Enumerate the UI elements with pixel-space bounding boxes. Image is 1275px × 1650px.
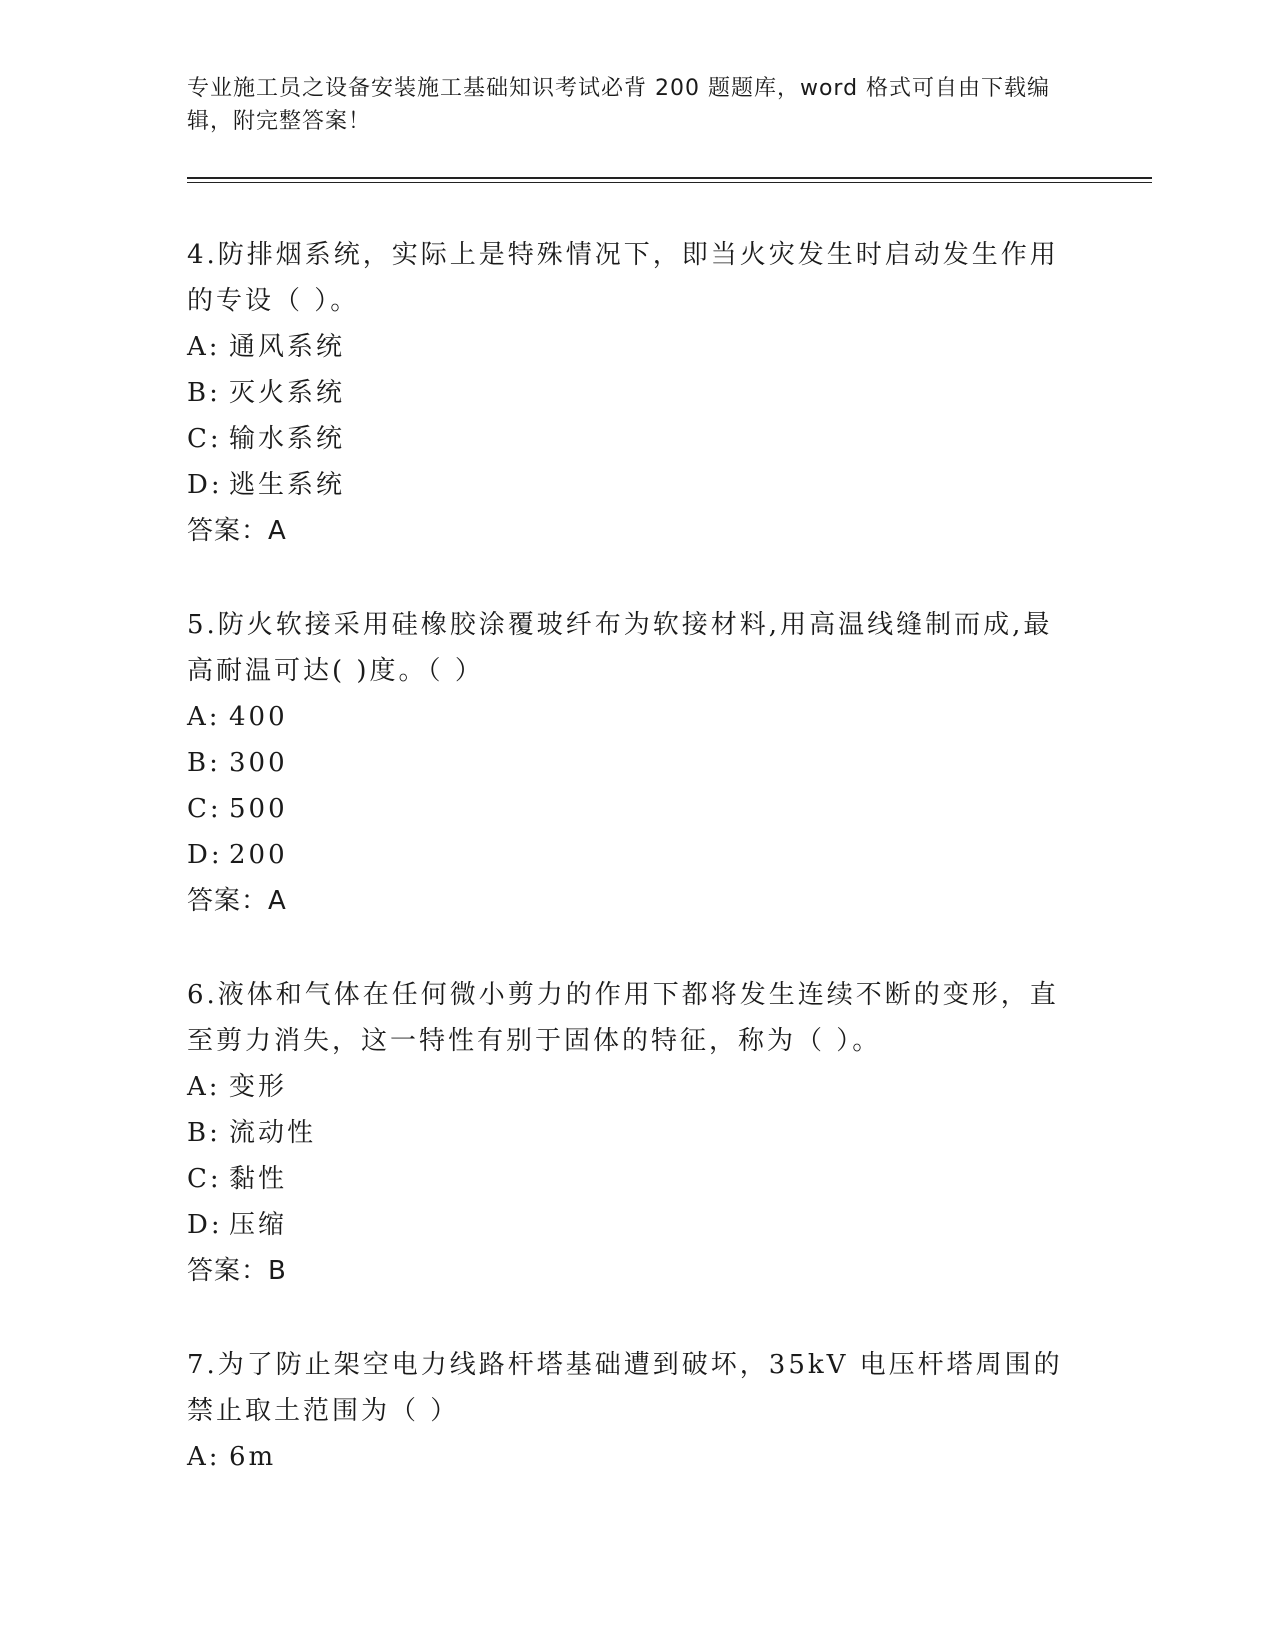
option-letter: D: xyxy=(187,470,223,500)
question-stem: 5.防火软接采用硅橡胶涂覆玻纤布为软接材料,用高温线缝制而成,最高耐温可达( )度。（ ） xyxy=(187,610,1053,686)
document-header: 专业施工员之设备安装施工基础知识考试必背 200 题题库，word 格式可自由下载编辑，附完整答案！ xyxy=(187,76,1051,134)
question-stem: 4.防排烟系统，实际上是特殊情况下，即当火灾发生时启动发生作用的专设（ ）。 xyxy=(187,240,1059,316)
option-a xyxy=(187,694,1067,740)
option-letter: A: xyxy=(187,702,221,732)
option-a xyxy=(187,1064,1067,1110)
option-letter: D: xyxy=(187,840,223,870)
option-text: 输水系统 xyxy=(229,424,346,454)
option-text: 黏性 xyxy=(229,1164,288,1194)
option-letter: D: xyxy=(187,1210,223,1240)
option-d xyxy=(187,462,1067,508)
question-stem: 6.液体和气体在任何微小剪力的作用下都将发生连续不断的变形，直至剪力消失，这一特性有别于固体的特征，称为（ ）。 xyxy=(187,980,1059,1056)
question-list xyxy=(187,232,1067,1528)
question-4 xyxy=(187,232,1067,554)
option-text: 300 xyxy=(229,748,288,778)
answer-line: 答案：A xyxy=(187,516,287,546)
option-letter: A: xyxy=(187,1072,221,1102)
question-7 xyxy=(187,1342,1067,1480)
option-a xyxy=(187,324,1067,370)
option-b xyxy=(187,740,1067,786)
option-c xyxy=(187,416,1067,462)
option-text: 灭火系统 xyxy=(229,378,346,408)
option-c xyxy=(187,786,1067,832)
option-letter: C: xyxy=(187,794,222,824)
option-text: 200 xyxy=(229,840,288,870)
option-d xyxy=(187,1202,1067,1248)
option-c xyxy=(187,1156,1067,1202)
option-text: 压缩 xyxy=(229,1210,288,1240)
option-letter: B: xyxy=(187,748,221,778)
header-divider-thick xyxy=(187,177,1152,179)
option-d xyxy=(187,832,1067,878)
option-text: 6m xyxy=(229,1442,277,1472)
option-text: 通风系统 xyxy=(229,332,346,362)
answer-line: 答案：B xyxy=(187,1256,287,1286)
question-6 xyxy=(187,972,1067,1294)
option-letter: C: xyxy=(187,424,222,454)
option-text: 变形 xyxy=(229,1072,288,1102)
option-letter: A: xyxy=(187,1442,221,1472)
option-b xyxy=(187,1110,1067,1156)
question-stem: 7.为了防止架空电力线路杆塔基础遭到破坏，35kV 电压杆塔周围的禁止取土范围为（ ） xyxy=(187,1350,1063,1426)
option-text: 400 xyxy=(229,702,288,732)
option-text: 流动性 xyxy=(229,1118,317,1148)
option-letter: B: xyxy=(187,1118,221,1148)
option-text: 500 xyxy=(229,794,288,824)
answer-line: 答案：A xyxy=(187,886,287,916)
header-divider-thin xyxy=(187,182,1152,183)
option-a xyxy=(187,1434,1067,1480)
option-letter: B: xyxy=(187,378,221,408)
option-b xyxy=(187,370,1067,416)
option-letter: A: xyxy=(187,332,221,362)
question-5 xyxy=(187,602,1067,924)
option-letter: C: xyxy=(187,1164,222,1194)
option-text: 逃生系统 xyxy=(229,470,346,500)
